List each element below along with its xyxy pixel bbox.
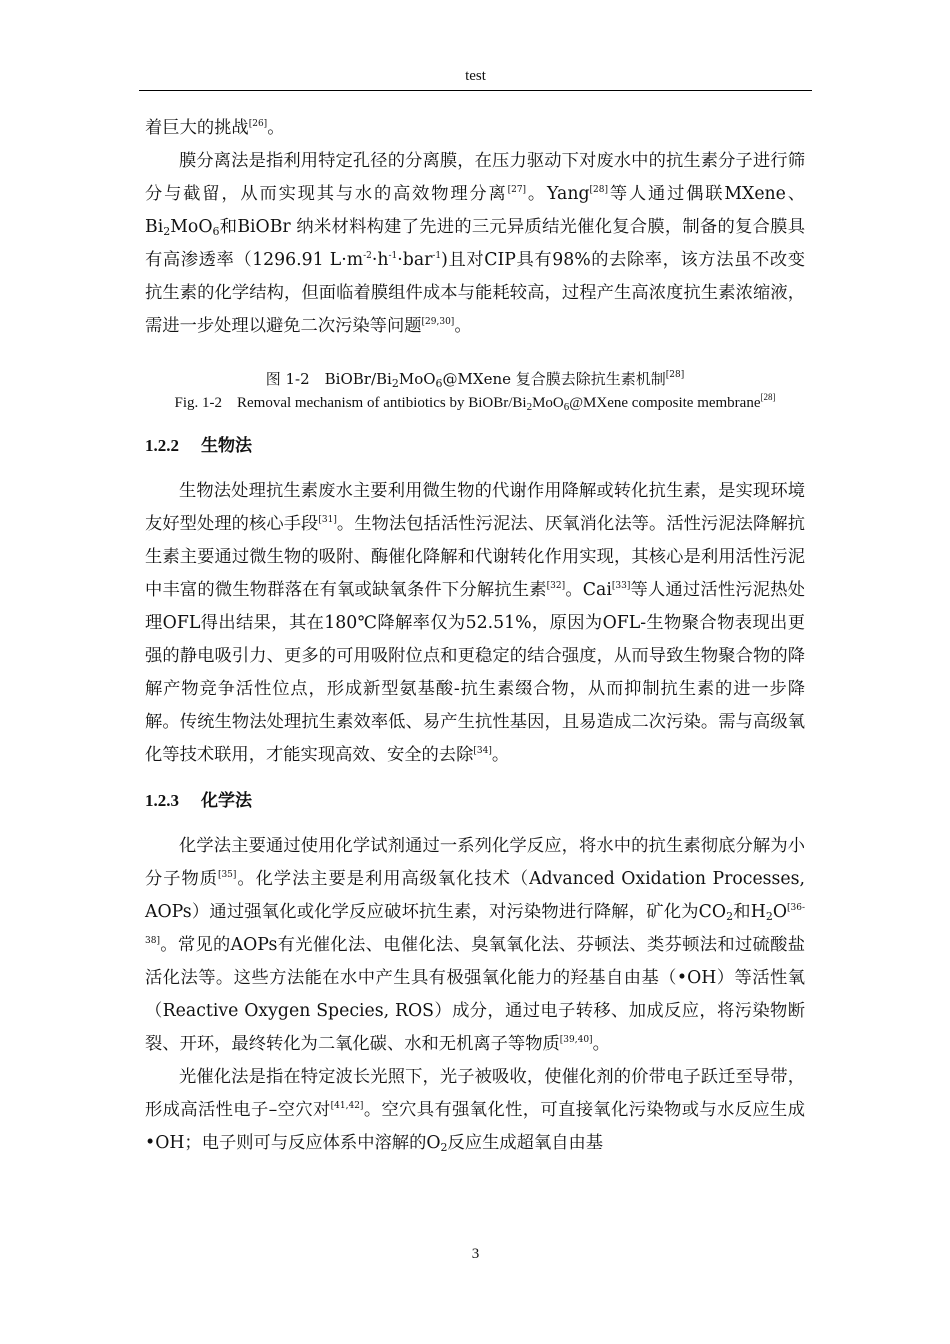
paragraph-chemical: 化学法主要通过使用化学试剂通过一系列化学反应，将水中的抗生素彻底分解为小分子物质[35]。化学法主要是利用高级氧化技术（Advanced Oxidation Processes, AOPs）通过强氧化或化学反应破坏抗生素，对污染物进行降解，矿化为$CO_2$和$H_2O[36-38]$。常见的AOPs有光催化法、电催化法、臭氧氧化法、芬顿法、类芬顿法和过硫酸盐活化法等。这些方法能在水中产生具有极强氧化能力的羟基自由基（•OH）等活性氧（Reactive Oxygen Species, ROS）成分，通过电子转移、加成反应，将污染物断裂、开环，最终转化为二氧化碳、水和无机离子等物质[39,40]。	[145, 836, 805, 1054]
section-number: 1.2.3	[145, 791, 179, 810]
section-heading-biological	[145, 429, 805, 463]
paragraph-photocatalysis: 光催化法是指在特定波长光照下，光子被吸收，使催化剂的价带电子跃迁至导带，形成高活性电子–空穴对[41,42]。空穴具有强氧化性，可直接氧化污染物或与水反应生成•OH；电子则可与反应体系中溶解的$O_2$反应生成超氧自由基	[145, 1067, 805, 1154]
header-rule	[139, 90, 812, 91]
section-number: 1.2.2	[145, 436, 179, 455]
figure-caption-zh: 图 1-2 BiOBr/$Bi_2MoO_6@MXene$ 复合膜去除抗生素机制[28]	[265, 370, 685, 390]
section-heading-chemical	[145, 784, 805, 818]
figure-caption-en: Fig. 1-2 Removal mechanism of antibiotics by BiOBr/$Bi_2MoO_6@MXene$ composite membrane[28]	[174, 392, 776, 413]
paragraph-biological: 生物法处理抗生素废水主要利用微生物的代谢作用降解或转化抗生素，是实现环境友好型处理的核心手段[31]。生物法包括活性污泥法、厌氧消化法等。活性污泥法降解抗生素主要通过微生物的吸附、酶催化降解和代谢转化作用实现，其核心是利用活性污泥中丰富的微生物群落在有氧或缺氧条件下分解抗生素[32]。Cai[33]等人通过活性污泥热处理OFL得出结果，其在180℃降解率仅为52.51%，原因为OFL-生物聚合物表现出更强的静电吸引力、更多的可用吸附位点和更稳定的结合强度，从而导致生物聚合物的降解产物竞争活性位点，形成新型氨基酸-抗生素缀合物，从而抑制抗生素的进一步降解。传统生物法处理抗生素效率低、易产生抗性基因，且易造成二次污染。需与高级氧化等技术联用，才能实现高效、安全的去除[34]。	[145, 481, 805, 765]
paragraph-continuation: 着巨大的挑战[26]。	[145, 118, 285, 138]
page-number: 3	[471, 1246, 480, 1262]
section-title: 生物法	[201, 436, 252, 456]
section-title: 化学法	[201, 791, 252, 811]
page-body	[145, 112, 805, 1160]
paragraph-membrane: 膜分离法是指利用特定孔径的分离膜，在压力驱动下对废水中的抗生素分子进行筛分与截留，从而实现其与水的高效物理分离[27]。Yang[28]等人通过偶联MXene、$Bi_2MoO_6$和BiOBr 纳米材料构建了先进的三元异质结光催化复合膜，制备的复合膜具有高渗透率（1296.91 $L\cdot m^{-2}\cdot h^{-1}\cdot bar^{-1}$)且对CIP具有98%的去除率，该方法虽不改变抗生素的化学结构，但面临着膜组件成本与能耗较高，过程产生高浓度抗生素浓缩液，需进一步处理以避免二次污染等问题[29,30]。	[145, 151, 805, 336]
running-header: test	[465, 68, 486, 84]
